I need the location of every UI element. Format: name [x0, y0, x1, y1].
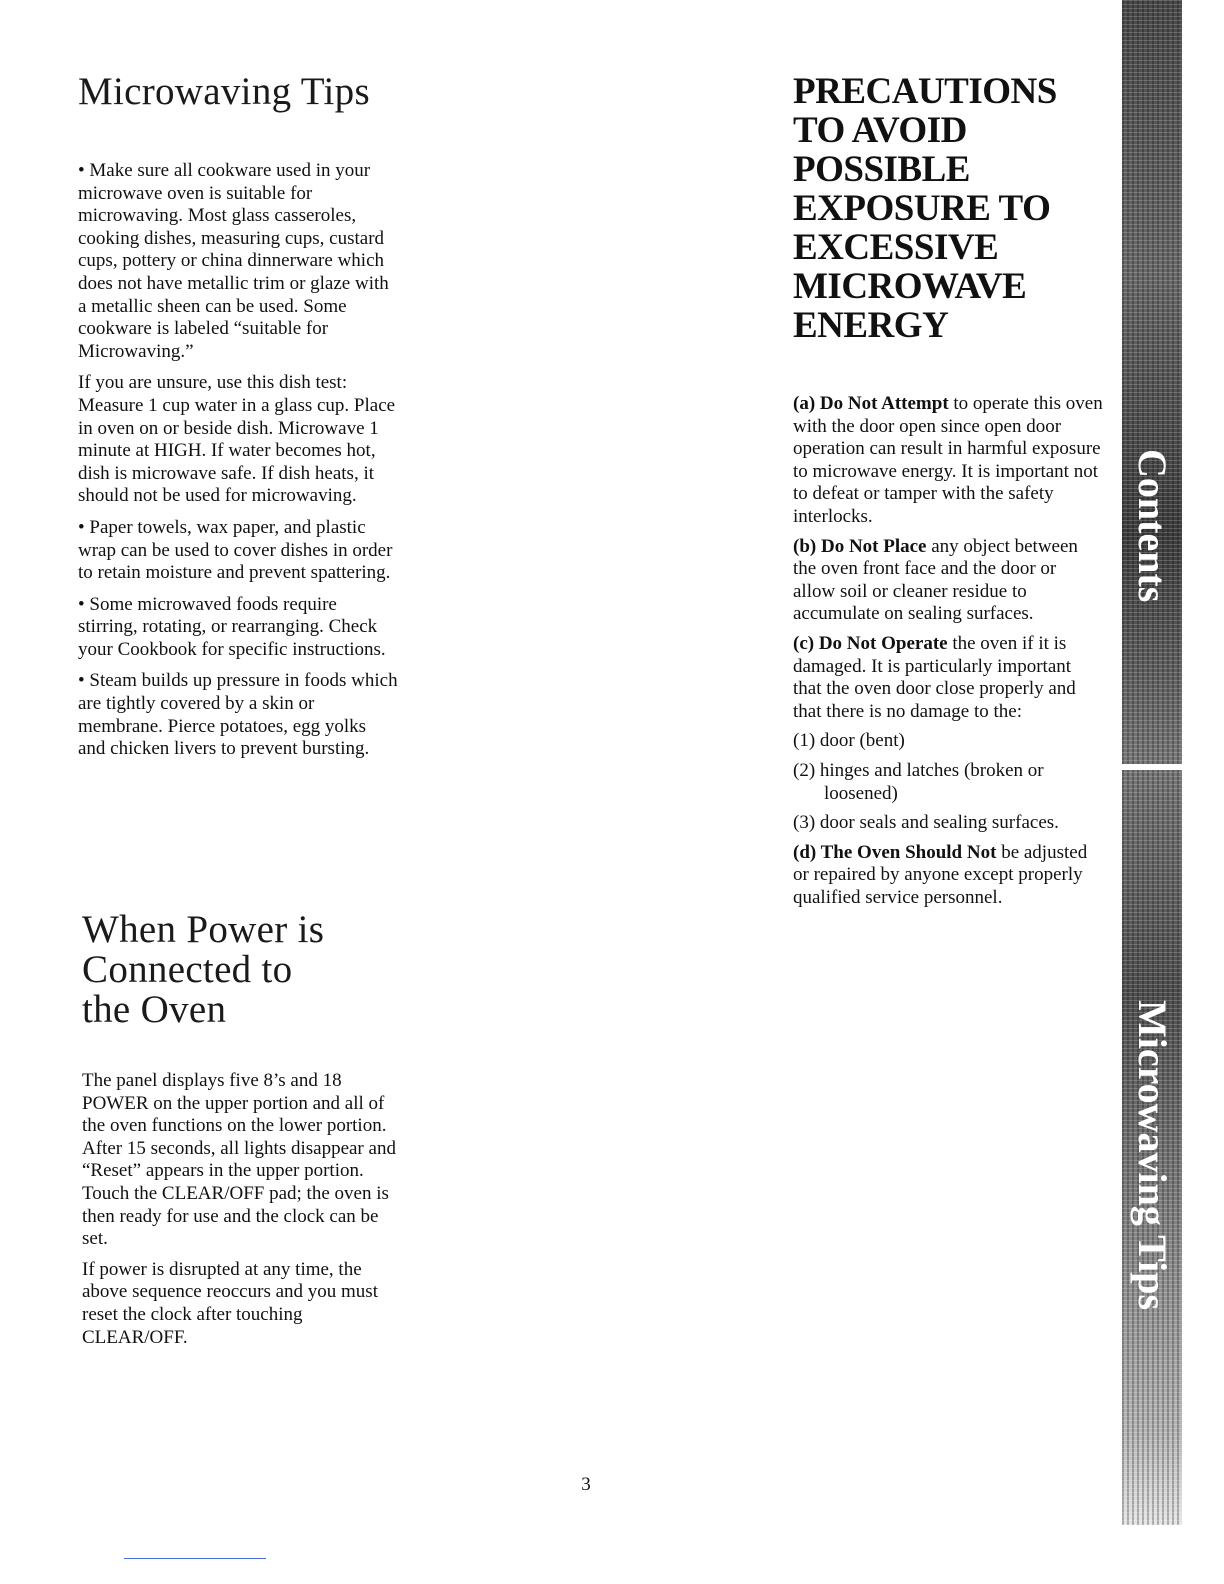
power-connected-body	[82, 1070, 402, 1349]
precaution-a	[793, 393, 1103, 529]
power-heading-line-2: Connected to	[82, 948, 293, 991]
precautions-heading-line-5: EXCESSIVE	[793, 227, 999, 268]
tip-stirring: • Some microwaved foods require stirring, rotating, or rearranging. Check your Cookbook for specific instructions.	[78, 593, 386, 660]
footer-rule	[124, 1558, 266, 1559]
microwaving-tips-body	[78, 160, 398, 761]
precautions-heading-line-1: PRECAUTIONS	[793, 71, 1057, 112]
tab-label-microwaving-tips: Microwaving Tips	[1130, 1000, 1175, 1311]
precautions-heading-line-6: MICROWAVE	[793, 266, 1027, 307]
precautions-heading-line-3: POSSIBLE	[793, 149, 970, 190]
damage-item-seals: (3) door seals and sealing surfaces.	[793, 812, 1059, 834]
damage-item-hinges: (2) hinges and latches (broken or loosened)	[793, 759, 1044, 804]
tab-divider	[1122, 764, 1182, 770]
precaution-c-lead: (c) Do Not Operate	[793, 632, 948, 654]
microwaving-tips-heading: Microwaving Tips	[78, 70, 370, 113]
damage-item-door: (1) door (bent)	[793, 730, 905, 752]
power-paragraph-display: The panel displays five 8’s and 18 POWER on the upper portion and all of the oven functions on the lower portion. After 15 seconds, all lights disappear and “Reset” appears in the upper portion. Touch the CLEAR/OFF pad; the oven is then ready for use and the clock can be set.	[82, 1070, 396, 1250]
power-heading-line-3: the Oven	[82, 988, 227, 1031]
precaution-b	[793, 536, 1103, 626]
precaution-a-lead: (a) Do Not Attempt	[793, 393, 949, 414]
precaution-b-lead: (b) Do Not Place	[793, 535, 927, 557]
precautions-section	[793, 72, 1103, 916]
tip-cookware: • Make sure all cookware used in your microwave oven is suitable for microwaving. Most glass casseroles, cooking dishes, measuring cups, custard cups, pottery or china dinnerware which does not have metallic trim or glaze with a metallic sheen can be used. Some cookware is labeled “suitable for Microwaving.”	[78, 160, 389, 362]
power-connected-section	[82, 910, 402, 1357]
power-heading-line-1: When Power is	[82, 908, 325, 951]
precaution-a-text: to operate this oven with the door open since open door operation can result in harmful exposure to microwave energy. It is important not to defeat or tamper with the safety interlocks.	[793, 393, 1103, 527]
precaution-b-text: any object between the oven front face and the door or allow soil or cleaner residue to accumulate on sealing surfaces.	[793, 535, 1078, 625]
tip-steam: • Steam builds up pressure in foods which are tightly covered by a skin or membrane. Pierce potatoes, egg yolks and chicken livers to prevent bursting.	[78, 670, 398, 760]
precautions-heading-line-4: EXPOSURE TO	[793, 188, 1051, 229]
precaution-c	[793, 633, 1103, 723]
tab-label-contents: Contents	[1130, 449, 1175, 603]
precaution-d-text: be adjusted or repaired by anyone except properly qualified service personnel.	[793, 841, 1088, 908]
tip-paper-towels: • Paper towels, wax paper, and plastic wrap can be used to cover dishes in order to retain moisture and prevent spattering.	[78, 516, 393, 584]
tip-dish-test: If you are unsure, use this dish test: Measure 1 cup water in a glass cup. Place in oven on or beside dish. Microwave 1 minute at HIGH. If water becomes hot, dish is microwave safe. If dish heats, it should not be used for microwaving.	[78, 372, 396, 507]
page-number: 3	[581, 1474, 591, 1495]
precautions-body	[793, 393, 1103, 909]
precaution-d-lead: (d) The Oven Should Not	[793, 841, 997, 863]
precautions-heading	[793, 72, 1103, 345]
power-paragraph-disrupted: If power is disrupted at any time, the above sequence reoccurs and you must reset the clock after touching CLEAR/OFF.	[82, 1258, 378, 1348]
precautions-heading-line-2: TO AVOID	[793, 110, 967, 151]
precaution-d	[793, 842, 1103, 910]
power-connected-heading	[82, 910, 402, 1030]
microwaving-tips-section	[78, 72, 398, 770]
side-index-tab	[1122, 0, 1182, 1525]
precaution-c-text: the oven if it is damaged. It is particularly important that the oven door close properly and that there is no damage to the:	[793, 632, 1076, 722]
precautions-heading-line-7: ENERGY	[793, 305, 949, 346]
